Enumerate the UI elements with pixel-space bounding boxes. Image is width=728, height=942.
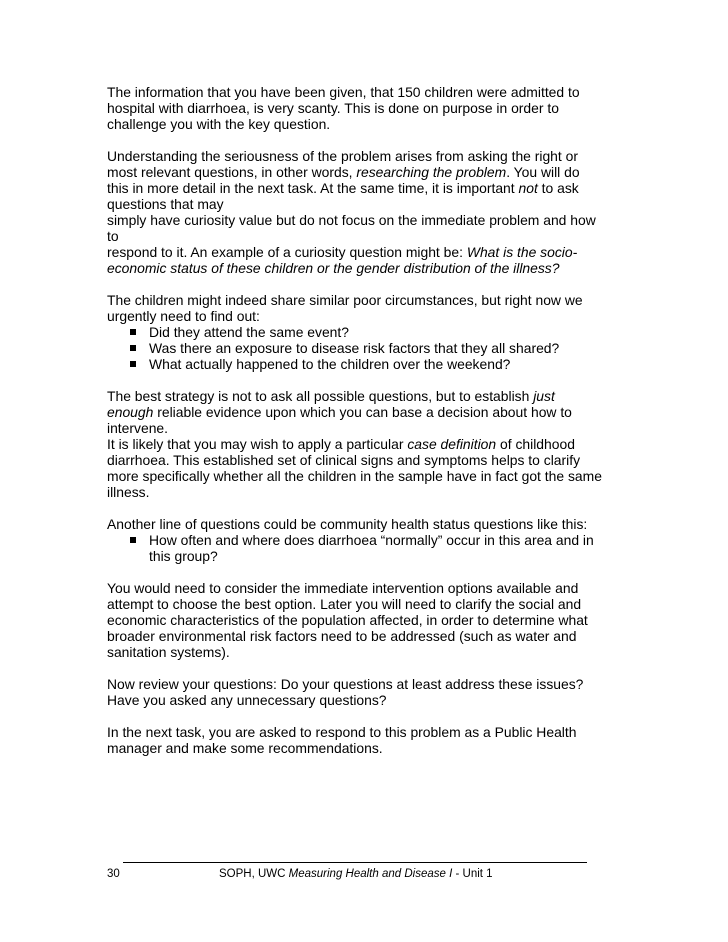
text-line: hospital with diarrhoea, is very scanty. This is done on purpose in order to [107, 100, 559, 116]
text-line: The information that you have been given, that 150 children were admitted to [107, 84, 580, 100]
bullet-list-urgent [107, 324, 627, 372]
text-line: to [107, 228, 119, 244]
emphasis: economic status of these children or the gender distribution of the illness? [107, 260, 560, 276]
paragraph-interventions [107, 580, 627, 660]
footer-title [219, 867, 493, 881]
text-line: In the next task, you are asked to respond to this problem as a Public Health [107, 724, 577, 740]
text-line: simply have curiosity value but do not focus on the immediate problem and how [107, 212, 596, 228]
text-line: manager and make some recommendations. [107, 740, 383, 756]
text-run: to ask [537, 180, 579, 196]
text-line: Another line of questions could be community health status questions like this: [107, 516, 588, 532]
square-bullet-icon [130, 361, 136, 367]
paragraph-circumstances [107, 292, 627, 324]
text-line: illness. [107, 484, 150, 500]
paragraph-next-task [107, 724, 627, 756]
text-line: sanitation systems). [107, 644, 230, 660]
text-run: reliable evidence upon which you can base a decision about how to [153, 404, 572, 420]
list-item [107, 532, 627, 564]
text-run: most relevant questions, in other words, [107, 164, 357, 180]
square-bullet-icon [130, 329, 136, 335]
text-line: urgently need to find out: [107, 308, 260, 324]
list-item-text: What actually happened to the children over the weekend? [149, 356, 511, 372]
text-line: more specifically whether all the children in the sample have in fact got the same [107, 468, 602, 484]
text-line [107, 404, 627, 420]
text-line: Now review your questions: Do your questions at least address these issues? [107, 676, 584, 692]
emphasis: not [518, 180, 538, 196]
text-run: . You will do [506, 164, 580, 180]
list-item [107, 324, 627, 340]
footer-divider [123, 862, 587, 863]
emphasis: enough [107, 404, 154, 420]
text-line: intervene. [107, 420, 169, 436]
paragraph-review [107, 676, 627, 708]
page-number: 30 [107, 868, 120, 880]
text-line: questions that may [107, 196, 224, 212]
text-line: Have you asked any unnecessary questions? [107, 692, 387, 708]
text-line: Understanding the seriousness of the problem arises from asking the right or [107, 148, 578, 164]
text-run: respond to it. An example of a curiosity question might be: [107, 244, 467, 260]
bullet-list-community [107, 532, 627, 564]
emphasis: researching the problem [356, 164, 507, 180]
square-bullet-icon [130, 537, 136, 543]
text-line: attempt to choose the best option. Later you will need to clarify the social and [107, 596, 582, 612]
text-line: economic characteristics of the population affected, in order to determine what [107, 612, 588, 628]
page-body [107, 84, 627, 772]
list-item-text: this group? [149, 548, 218, 564]
list-item-text: Did they attend the same event? [149, 324, 349, 340]
list-item [107, 340, 627, 356]
text-run: It is likely that you may wish to apply a particular [107, 436, 408, 452]
text-line [107, 164, 627, 180]
footer-course-title: Measuring Health and Disease I [288, 868, 453, 880]
footer-prefix: SOPH, UWC [219, 868, 289, 880]
paragraph-seriousness [107, 148, 627, 276]
text-line [107, 436, 627, 452]
text-line [107, 388, 627, 404]
paragraph-strategy [107, 388, 627, 500]
text-run: this in more detail in the next task. At the same time, it is important [107, 180, 519, 196]
text-line: You would need to consider the immediate intervention options available and [107, 580, 579, 596]
text-line [107, 244, 627, 260]
text-run: The best strategy is not to ask all possible questions, but to establish [107, 388, 534, 404]
square-bullet-icon [130, 345, 136, 351]
text-line [107, 180, 627, 196]
emphasis: What is the socio- [466, 244, 578, 260]
text-line: challenge you with the key question. [107, 116, 331, 132]
paragraph-community [107, 516, 627, 532]
emphasis: case definition [407, 436, 497, 452]
text-line: diarrhoea. This established set of clinical signs and symptoms helps to clarify [107, 452, 581, 468]
paragraph-intro [107, 84, 627, 132]
footer-suffix: - Unit 1 [452, 868, 493, 880]
text-line: The children might indeed share similar poor circumstances, but right now we [107, 292, 583, 308]
list-item-text: Was there an exposure to disease risk factors that they all shared? [149, 340, 560, 356]
text-run: of childhood [496, 436, 575, 452]
emphasis: just [533, 388, 555, 404]
text-line [107, 260, 627, 276]
list-item-text: How often and where does diarrhoea “normally” occur in this area and in [149, 532, 594, 548]
text-line: broader environmental risk factors need to be addressed (such as water and [107, 628, 577, 644]
list-item [107, 356, 627, 372]
